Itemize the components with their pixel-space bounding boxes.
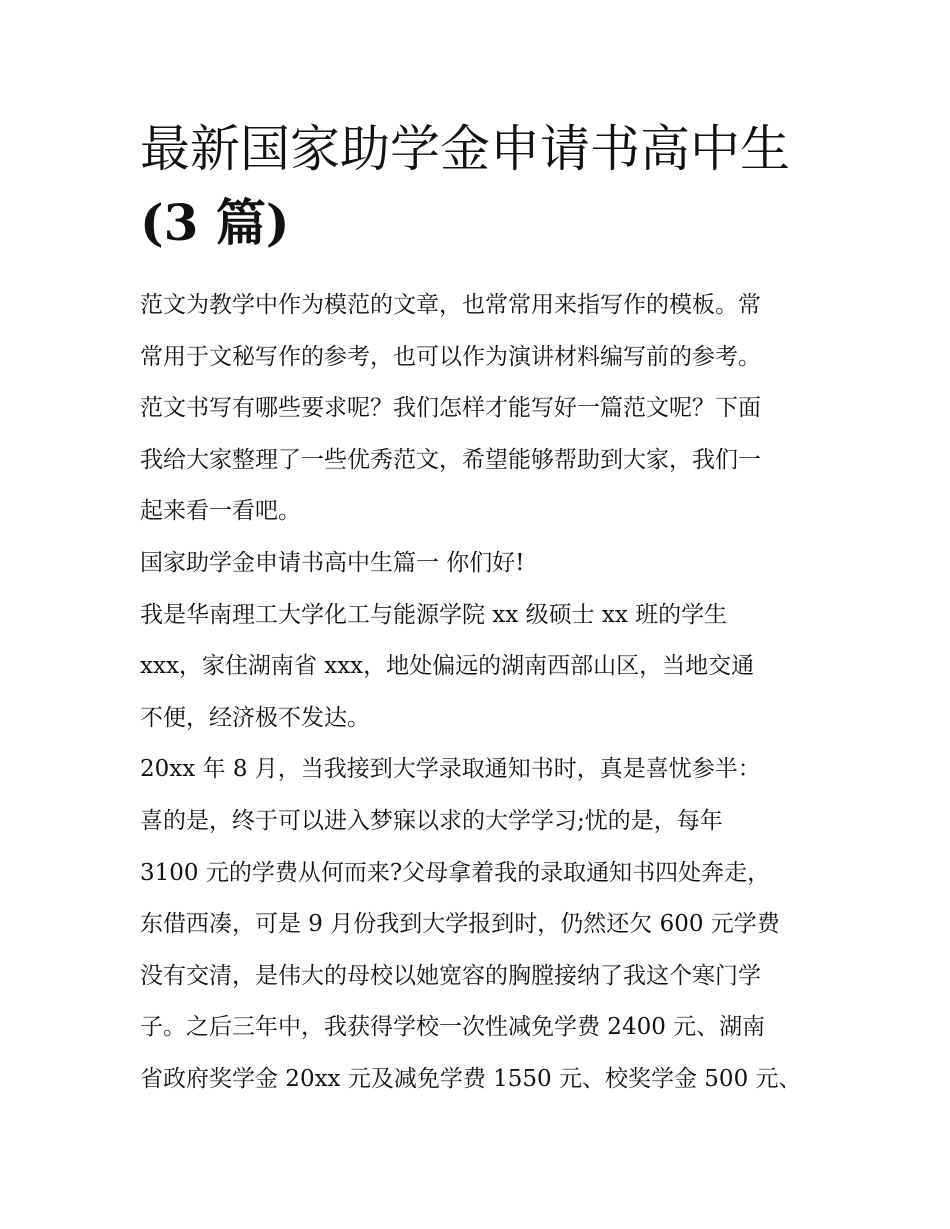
text-line: 3100 元的学费从何而来?父母拿着我的录取通知书四处奔走， xyxy=(140,859,771,886)
document-body xyxy=(140,280,820,1106)
document-title-main: 最新国家助学金申请书高中生 xyxy=(140,120,790,178)
text-line: 省政府奖学金 20xx 元及减免学费 1550 元、校奖学金 500 元、 xyxy=(140,1065,802,1092)
document-content xyxy=(140,112,820,1106)
text-line: 子。之后三年中，我获得学校一次性减免学费 2400 元、湖南 xyxy=(140,1014,766,1041)
document-title xyxy=(140,112,820,260)
text-line: 范文为教学中作为模范的文章，也常常用来指写作的模板。常 xyxy=(140,292,761,318)
text-line: 我是华南理工大学化工与能源学院 xx 级硕士 xx 班的学生 xyxy=(140,601,728,628)
text-line: 东借西凑，可是 9 月份我到大学报到时，仍然还欠 600 元学费 xyxy=(140,911,780,938)
text-line: 喜的是，终于可以进入梦寐以求的大学学习;忧的是，每年 xyxy=(140,807,723,834)
text-line: 范文书写有哪些要求呢？我们怎样才能写好一篇范文呢？下面 xyxy=(140,395,761,422)
document-title-suffix: (3 篇) xyxy=(140,193,290,252)
text-line: xxx，家住湖南省 xxx，地处偏远的湖南西部山区，当地交通 xyxy=(140,653,755,680)
text-line: 常用于文秘写作的参考，也可以作为演讲材料编写前的参考。 xyxy=(140,343,761,370)
text-line: 我给大家整理了一些优秀范文，希望能够帮助到大家，我们一 xyxy=(140,446,761,473)
text-line: 不便，经济极不发达。 xyxy=(140,704,370,731)
section-heading-line: 国家助学金申请书高中生篇一 你们好! xyxy=(140,549,525,576)
text-line: 没有交清，是伟大的母校以她宽容的胸膛接纳了我这个寒门学 xyxy=(140,962,761,989)
text-line: 起来看一看吧。 xyxy=(140,498,301,525)
text-line: 20xx 年 8 月，当我接到大学录取通知书时，真是喜忧参半： xyxy=(140,756,761,783)
